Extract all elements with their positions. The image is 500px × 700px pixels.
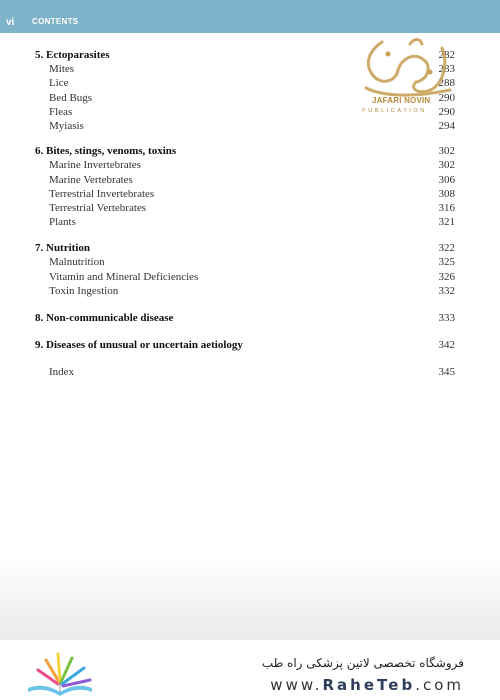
item-page: 302 <box>438 159 455 172</box>
section-title: 8. Non-communicable disease <box>35 312 174 324</box>
item-page: 290 <box>438 91 455 104</box>
item-label: Mites <box>49 63 75 76</box>
item-label: Toxin Ingestion <box>49 284 119 297</box>
item-page: 283 <box>438 63 455 76</box>
publisher-logo-icon <box>352 32 464 120</box>
item-page: 294 <box>438 119 455 132</box>
item-label: Myiasis <box>49 119 84 132</box>
item-page: 308 <box>438 187 455 200</box>
toc-item[interactable] <box>35 215 455 229</box>
item-page: 325 <box>438 256 455 269</box>
section-page: 342 <box>438 339 455 352</box>
section-title: 5. Ectoparasites <box>35 49 110 61</box>
footer-url[interactable] <box>270 676 464 694</box>
url-suffix: .com <box>415 676 464 694</box>
url-brand: RaheTeb <box>322 676 416 694</box>
footer-persian-text: فروشگاه تخصصی لاتین پزشکی راه طب <box>261 656 464 670</box>
item-page: 288 <box>438 77 455 90</box>
section-page: 282 <box>438 49 455 61</box>
toc-item[interactable] <box>35 270 455 284</box>
toc-item[interactable] <box>35 284 455 298</box>
url-prefix: www. <box>270 676 323 694</box>
section-page: 322 <box>438 242 455 255</box>
item-page: 316 <box>438 201 455 214</box>
page-header <box>0 0 500 33</box>
toc-section-6[interactable] <box>35 144 455 158</box>
publisher-name: JAFARI NOVIN <box>372 96 431 105</box>
item-label: Marine Vertebrates <box>49 173 133 186</box>
section-page: 302 <box>438 145 455 158</box>
footer-fade <box>0 555 500 640</box>
section-title: 9. Diseases of unusual or uncertain aetiology <box>35 339 243 352</box>
toc-item[interactable] <box>35 201 455 215</box>
item-page: 332 <box>438 284 455 297</box>
publisher-sub: PUBLICATION <box>362 108 427 114</box>
item-label: Terrestrial Vertebrates <box>49 201 147 214</box>
item-page: 290 <box>438 105 455 118</box>
book-logo-icon <box>24 648 96 696</box>
toc-item[interactable] <box>35 119 455 133</box>
toc-section-8[interactable] <box>35 311 455 325</box>
toc-item[interactable] <box>35 187 455 201</box>
item-label: Terrestrial Invertebrates <box>49 187 155 200</box>
item-label: Vitamin and Mineral Deficiencies <box>49 270 199 283</box>
item-page: 321 <box>438 216 455 229</box>
toc-item[interactable] <box>35 255 455 269</box>
item-label: Fleas <box>49 105 73 118</box>
item-label: Lice <box>49 77 69 90</box>
index-page: 345 <box>438 366 455 379</box>
item-label: Marine Invertebrates <box>49 159 141 172</box>
item-label: Bed Bugs <box>49 91 93 104</box>
toc-index[interactable] <box>35 365 455 379</box>
item-page: 306 <box>438 173 455 186</box>
toc-item[interactable] <box>35 173 455 187</box>
header-title: CONTENTS <box>32 17 79 26</box>
toc-section-9[interactable] <box>35 338 455 352</box>
item-page: 326 <box>438 270 455 283</box>
toc-item[interactable] <box>35 158 455 172</box>
item-label: Plants <box>49 216 76 229</box>
section-title: 7. Nutrition <box>35 242 90 255</box>
index-label: Index <box>49 366 75 379</box>
item-label: Malnutrition <box>49 256 105 269</box>
section-page: 333 <box>438 312 455 324</box>
page-number: vi <box>6 17 15 28</box>
toc-section-7[interactable] <box>35 241 455 255</box>
section-title: 6. Bites, stings, venoms, toxins <box>35 145 177 158</box>
